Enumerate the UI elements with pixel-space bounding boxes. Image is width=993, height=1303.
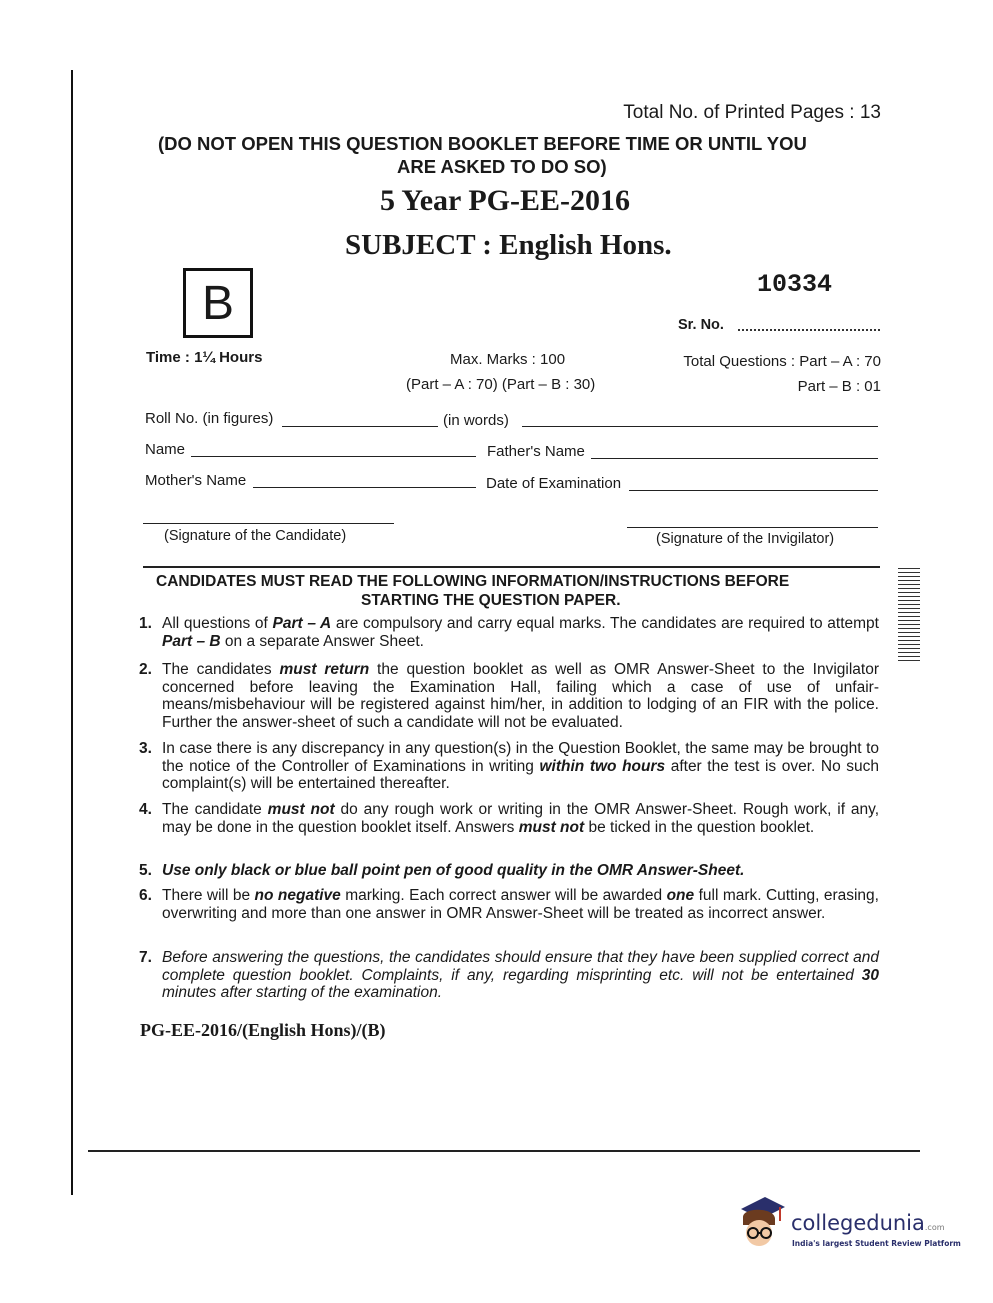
invigilator-signature-field[interactable] [627, 527, 878, 528]
roll-no-figures-label: Roll No. (in figures) [145, 410, 274, 427]
brand-tagline: India's largest Student Review Platform [792, 1239, 961, 1248]
candidate-signature-label: (Signature of the Candidate) [164, 528, 347, 544]
collegedunia-logo [735, 1195, 965, 1255]
sr-no-label: Sr. No. [678, 317, 724, 333]
invigilator-signature-label: (Signature of the Invigilator) [656, 531, 835, 547]
warning-line-2: ARE ASKED TO DO SO) [397, 156, 607, 177]
instruction-number: 3. [139, 740, 152, 757]
barcode-strip [898, 568, 920, 662]
instruction-5 [139, 862, 879, 880]
instruction-text: Use only black or blue ball point pen of good quality in the OMR Answer-Sheet. [162, 862, 745, 879]
instruction-text: The candidates must return the question booklet as well as OMR Answer-Sheet to the Invigilator concerned before leaving the Examination Hall, failing which a case of use of unfair-means/misbehaviour will be registered against him/her, in addition to lodging of an FIR with the police. Further the answer-sheet of such a candidate will not be evaluated. [162, 661, 879, 731]
max-marks: Max. Marks : 100 [450, 351, 566, 368]
date-of-exam-label: Date of Examination [486, 475, 622, 492]
fathers-name-field[interactable] [591, 458, 878, 459]
exam-title: 5 Year PG-EE-2016 [380, 184, 630, 217]
instruction-number: 6. [139, 887, 152, 904]
sr-no-field[interactable] [738, 329, 880, 331]
mothers-name-field[interactable] [253, 487, 476, 488]
instruction-number: 4. [139, 801, 152, 818]
in-words-label: (in words) [443, 412, 509, 429]
instruction-text: Before answering the questions, the candidates should ensure that they have been supplied correct and complete question booklet. Complaints, if any, regarding misprinting etc. will not be entertained 30 minutes after starting of the examination. [162, 949, 879, 1001]
exam-time: Time : 1¼ Hours [146, 349, 263, 366]
bottom-rule [88, 1150, 920, 1152]
instruction-text: In case there is any discrepancy in any question(s) in the Question Booklet, the same may be brought to the notice of the Controller of Examinations in writing within two hours after the test is over. No such complaint(s) will be entertained thereafter. [162, 740, 879, 792]
instruction-number: 7. [139, 949, 152, 966]
candidate-signature-field[interactable] [143, 523, 394, 524]
part-b-questions: Part – B : 01 [797, 378, 881, 395]
subject-title: SUBJECT : English Hons. [345, 229, 672, 261]
total-questions: Total Questions : Part – A : 70 [683, 353, 881, 370]
instruction-text: All questions of Part – A are compulsory and carry equal marks. The candidates are required to attempt Part – B on a separate Answer Sheet. [162, 615, 879, 650]
instruction-text: The candidate must not do any rough work or writing in the OMR Answer-Sheet. Rough work, if any, may be done in the question booklet itself. Answers must not be ticked in the question booklet. [162, 801, 880, 836]
date-of-exam-field[interactable] [629, 490, 878, 491]
instructions-heading-1: CANDIDATES MUST READ THE FOLLOWING INFORMATION/INSTRUCTIONS BEFORE [156, 573, 790, 590]
instruction-number: 1. [139, 615, 152, 632]
instruction-number: 5. [139, 862, 152, 879]
name-label: Name [145, 441, 186, 458]
left-margin-line [71, 70, 73, 1195]
mascot-icon [735, 1195, 787, 1253]
instruction-number: 2. [139, 661, 152, 678]
instruction-4 [139, 801, 879, 836]
instruction-6 [139, 887, 879, 922]
instructions-heading-2: STARTING THE QUESTION PAPER. [361, 592, 621, 609]
roll-no-words-field[interactable] [522, 426, 878, 427]
serial-number: 10334 [757, 270, 833, 299]
section-divider [143, 566, 880, 568]
marks-split: (Part – A : 70) (Part – B : 30) [406, 376, 596, 393]
paper-code: PG-EE-2016/(English Hons)/(B) [140, 1020, 386, 1040]
instruction-2 [139, 661, 879, 731]
instruction-7 [139, 949, 879, 1002]
warning-line-1: (DO NOT OPEN THIS QUESTION BOOKLET BEFORE TIME OR UNTIL YOU [158, 133, 807, 154]
mothers-name-label: Mother's Name [145, 472, 247, 489]
total-pages: Total No. of Printed Pages : 13 [623, 102, 881, 123]
brand-name: collegedunia.com [791, 1211, 945, 1235]
roll-no-figures-field[interactable] [282, 426, 438, 427]
instruction-1 [139, 615, 879, 650]
instruction-3 [139, 740, 879, 793]
fathers-name-label: Father's Name [487, 443, 585, 460]
instruction-text: There will be no negative marking. Each correct answer will be awarded one full mark. Cutting, erasing, overwriting and more than one answer in OMR Answer-Sheet will be treated as incorrect answer. [162, 887, 879, 922]
name-field[interactable] [191, 456, 476, 457]
booklet-series-box [183, 268, 253, 338]
booklet-series: B [201, 276, 234, 330]
